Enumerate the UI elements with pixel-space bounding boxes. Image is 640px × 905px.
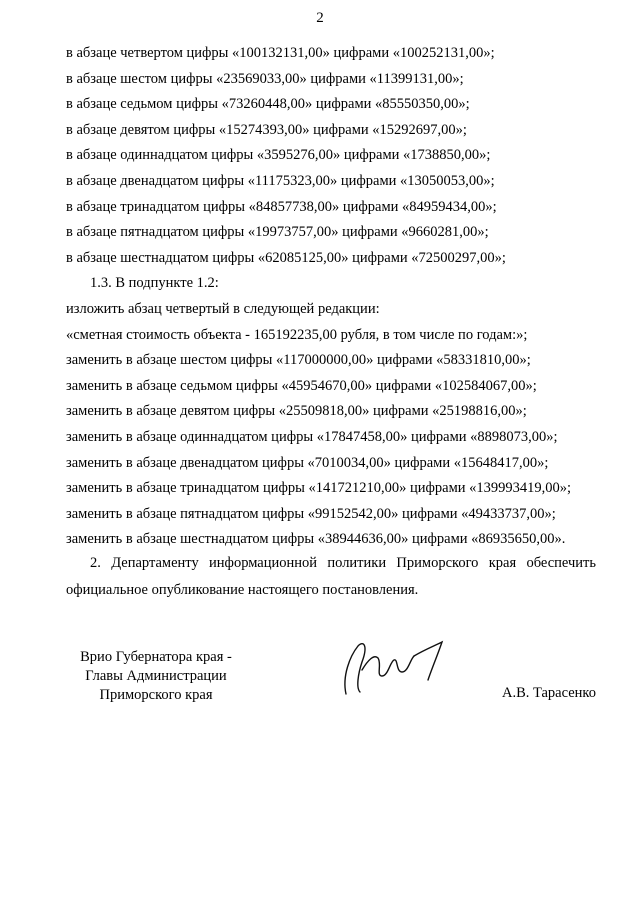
amendment-line: в абзаце пятнадцатом цифры «19973757,00» цифрами «9660281,00»;	[66, 224, 489, 241]
amendment-line: в абзаце двенадцатом цифры «11175323,00» цифрами «13050053,00»;	[66, 172, 495, 189]
amendment-line: заменить в абзаце седьмом цифры «45954670,00» цифрами «102584067,00»;	[66, 377, 537, 394]
amendment-line: заменить в абзаце двенадцатом цифры «7010034,00» цифрами «15648417,00»;	[66, 454, 549, 471]
handwritten-signature	[338, 632, 450, 702]
amendment-line: заменить в абзаце шестом цифры «117000000,00» цифрами «58331810,00»;	[66, 352, 531, 369]
amendment-line: в абзаце четвертом цифры «100132131,00» цифрами «100252131,00»;	[66, 45, 495, 61]
paragraph-publication: 2. Департаменту информационной политики Приморского края обеспечить официальное опубликование настоящего постановления.	[66, 555, 596, 598]
amendment-line: изложить абзац четвертый в следующей редакции:	[66, 300, 380, 317]
signer-title-line: Приморского края	[99, 687, 213, 703]
amendment-line: заменить в абзаце шестнадцатом цифры «38944636,00» цифрами «86935650,00».	[66, 531, 566, 548]
amendment-line: заменить в абзаце одиннадцатом цифры «17847458,00» цифрами «8898073,00»;	[66, 428, 558, 445]
amendment-line: в абзаце седьмом цифры «73260448,00» цифрами «85550350,00»;	[66, 96, 470, 113]
page-number: 2	[316, 10, 324, 26]
amendment-line: заменить в абзаце девятом цифры «25509818,00» цифрами «25198816,00»;	[66, 403, 527, 420]
amendments-list	[66, 41, 596, 553]
signer-title-line: Врио Губернатора края -	[80, 649, 232, 665]
signer-title	[66, 648, 246, 705]
signer-name: А.В. Тарасенко	[501, 685, 596, 701]
signer-title-line: Главы Администрации	[85, 668, 227, 684]
amendment-line: в абзаце тринадцатом цифры «84857738,00» цифрами «84959434,00»;	[66, 198, 497, 215]
amendment-line: в абзаце одиннадцатом цифры «3595276,00» цифрами «1738850,00»;	[66, 147, 491, 164]
subsection-heading: 1.3. В подпункте 1.2:	[90, 275, 219, 292]
amendment-line: в абзаце шестом цифры «23569033,00» цифрами «11399131,00»;	[66, 70, 464, 87]
amendment-line: в абзаце девятом цифры «15274393,00» цифрами «15292697,00»;	[66, 121, 467, 138]
amendment-line: заменить в абзаце пятнадцатом цифры «99152542,00» цифрами «49433737,00»;	[66, 505, 556, 522]
amendment-line: в абзаце шестнадцатом цифры «62085125,00» цифрами «72500297,00»;	[66, 249, 506, 266]
amendment-line: «сметная стоимость объекта - 165192235,00 рубля, в том числе по годам:»;	[66, 326, 528, 343]
amendment-line: заменить в абзаце тринадцатом цифры «141721210,00» цифрами «139993419,00»;	[66, 480, 572, 497]
